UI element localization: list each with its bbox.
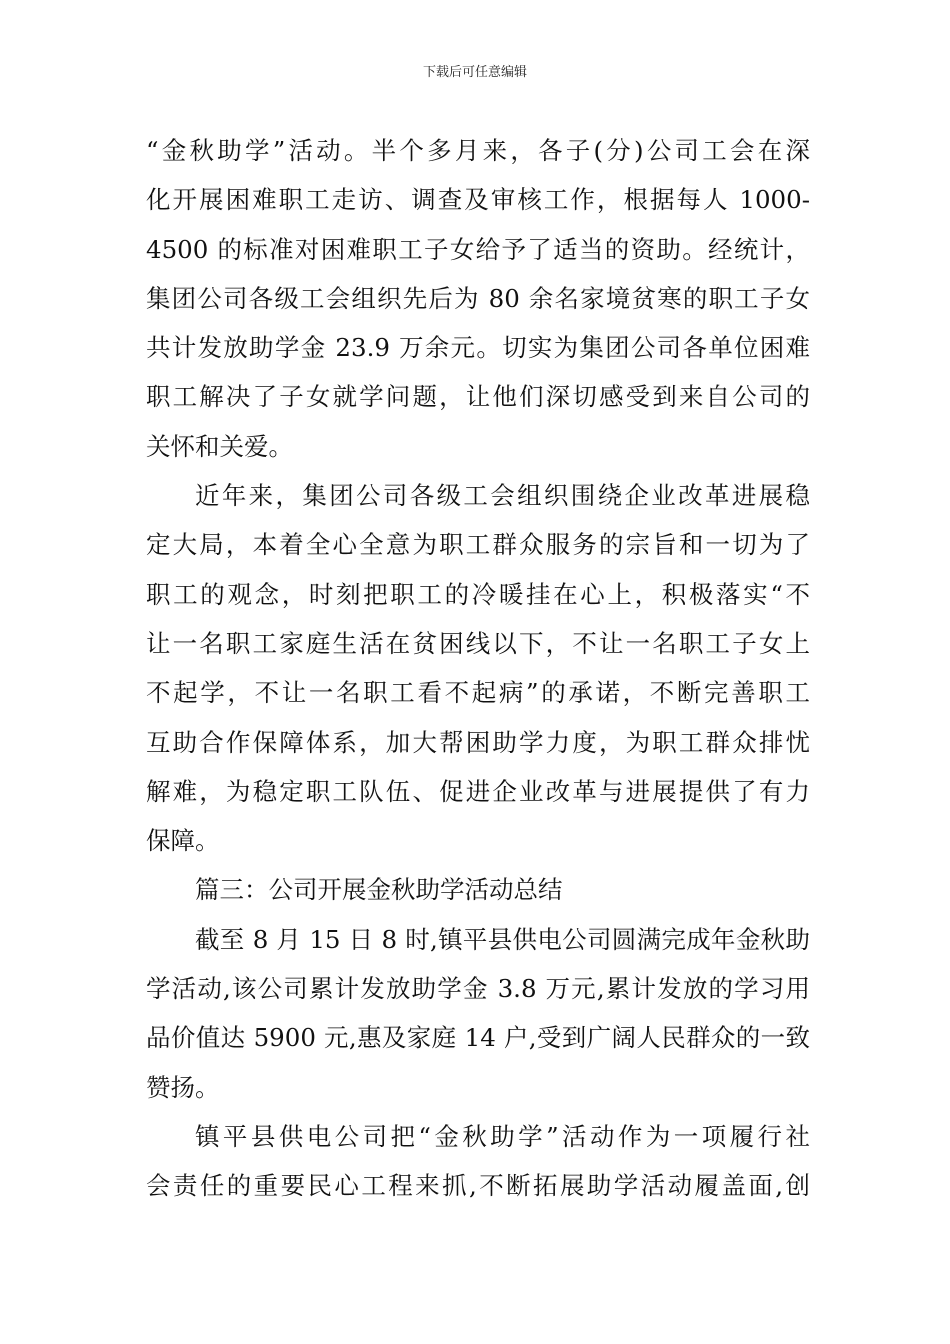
text-line: 化开展困难职工走访、调查及审核工作，根据每人 1000-: [146, 185, 810, 215]
text-line: 定大局，本着全心全意为职工群众服务的宗旨和一切为了: [146, 530, 810, 560]
text-line: “金秋助学”活动。半个多月来，各子(分)公司工会在深: [146, 136, 810, 165]
text-line: 职工解决了子女就学问题，让他们深切感受到来自公司的: [146, 382, 810, 412]
text-line: 解难，为稳定职工队伍、促进企业改革与进展提供了有力: [146, 776, 810, 806]
text-line: 互助合作保障体系，加大帮困助学力度，为职工群众排忧: [146, 727, 810, 757]
document-body: [146, 126, 810, 1211]
text-line: 共计发放助学金 23.9 万余元。切实为集团公司各单位困难: [146, 333, 810, 363]
page-header: 下载后可任意编辑: [422, 65, 527, 80]
text-line: 截至 8 月 15 日 8 时,镇平县供电公司圆满完成年金秋助: [195, 924, 810, 954]
paragraph-3: [146, 915, 810, 1112]
text-line: 4500 的标准对困难职工子女给予了适当的资助。经统计，: [146, 234, 810, 264]
text-line: 镇平县供电公司把“金秋助学”活动作为一项履行社: [195, 1121, 810, 1151]
text-line: 品价值达 5900 元,惠及家庭 14 户,受到广阔人民群众的一致: [146, 1023, 810, 1053]
text-line: 保障。: [146, 826, 220, 856]
text-line: 不起学，不让一名职工看不起病”的承诺，不断完善职工: [146, 678, 810, 708]
text-line: 学活动,该公司累计发放助学金 3.8 万元,累计发放的学习用: [146, 974, 810, 1004]
paragraph-4: [146, 1112, 810, 1211]
text-line: 让一名职工家庭生活在贫困线以下，不让一名职工子女上: [146, 628, 810, 658]
text-line: 集团公司各级工会组织先后为 80 余名家境贫寒的职工子女: [146, 283, 810, 313]
heading-text: 篇三：公司开展金秋助学活动总结: [195, 875, 563, 905]
text-line: 赞扬。: [146, 1072, 220, 1102]
paragraph-1: [146, 126, 810, 471]
paragraph-2: [146, 471, 810, 865]
text-line: 关怀和关爱。: [146, 431, 293, 461]
text-line: 职工的观念，时刻把职工的冷暖挂在心上，积极落实“不: [146, 579, 810, 609]
text-line: 近年来，集团公司各级工会组织围绕企业改革进展稳: [195, 481, 810, 511]
text-line: 会责任的重要民心工程来抓,不断拓展助学活动履盖面,创: [146, 1171, 810, 1201]
section-heading: [146, 865, 810, 914]
